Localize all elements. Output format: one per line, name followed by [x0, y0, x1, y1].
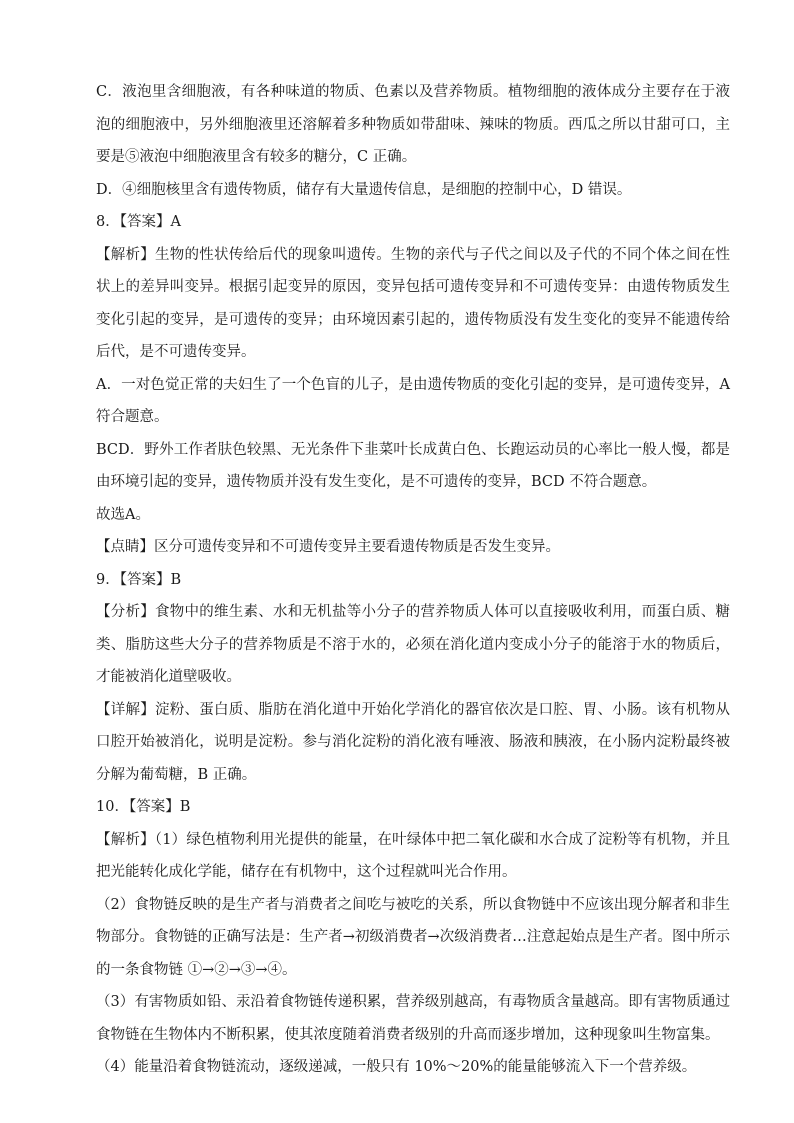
paragraph-option-a: A．一对色觉正常的夫妇生了一个色盲的儿子，是由遗传物质的变化引起的变异，是可遗传变异，A 符合题意。	[96, 376, 730, 425]
answer-10: 10．【答案】B	[96, 799, 191, 815]
analysis-10-part-2: （2）食物链反映的是生产者与消费者之间吃与被吃的关系，所以食物链中不应该出现分解者和非生物部分。食物链的正确写法是：生产者→初级消费者→次级消费者…注意起始点是生产者。图中所示的一条食物链 ①→②→③→④。	[96, 896, 730, 978]
analysis-8: 【解析】生物的性状传给后代的现象叫遗传。生物的亲代与子代之间以及子代的不同个体之间在性状上的差异叫变异。根据引起变异的原因，变异包括可遗传变异和不可遗传变异：由遗传物质发生变化引起的变异，是可遗传的变异；由环境因素引起的，遗传物质没有发生变化的变异不能遗传给后代，是不可遗传变异。	[96, 246, 730, 360]
paragraph-option-c: C．液泡里含细胞液，有各种味道的物质、色素以及营养物质。植物细胞的液体成分主要存在于液泡的细胞液中，另外细胞液里还溶解着多种物质如带甜味、辣味的物质。西瓜之所以甘甜可口，主要是⑤液泡中细胞液里含有较多的糖分，C 正确。	[96, 84, 730, 165]
choice-8: 故选A。	[96, 506, 150, 523]
detail-9: 【详解】淀粉、蛋白质、脂肪在消化道中开始化学消化的器官依次是口腔、胃、小肠。该有机物从口腔开始被消化，说明是淀粉。参与消化淀粉的消化液有唾液、肠液和胰液，在小肠内淀粉最终被分解为葡萄糖，B 正确。	[96, 701, 730, 783]
analysis-9: 【分析】食物中的维生素、水和无机盐等小分子的营养物质人体可以直接吸收利用，而蛋白质、糖类、脂肪这些大分子的营养物质是不溶于水的，必须在消化道内变成小分子的能溶于水的物质后，才能被消化道壁吸收。	[96, 604, 730, 685]
paragraph-option-bcd: BCD．野外工作者肤色较黑、无光条件下韭菜叶长成黄白色、长跑运动员的心率比一般人慢，都是由环境引起的变异，遗传物质并没有发生变化，是不可遗传的变异，BCD 不符合题意。	[96, 441, 730, 490]
answer-8: 8．【答案】A	[96, 214, 181, 230]
paragraph-option-d: D．④细胞核里含有遗传物质，储存有大量遗传信息，是细胞的控制中心，D 错误。	[96, 181, 632, 198]
note-8: 【点睛】区分可遗传变异和不可遗传变异主要看遗传物质是否发生变异。	[96, 539, 560, 555]
document-page	[96, 76, 730, 1084]
analysis-10-part-1: 【解析】（1）绿色植物利用光提供的能量，在叶绿体中把二氧化碳和水合成了淀粉等有机物，并且把光能转化成化学能，储存在有机物中，这个过程就叫光合作用。	[96, 831, 730, 880]
analysis-10-part-4: （4）能量沿着食物链流动，逐级递减，一般只有 10%～20%的能量能够流入下一个营养级。	[96, 1059, 697, 1075]
answer-9: 9．【答案】B	[96, 571, 182, 588]
analysis-10-part-3: （3）有害物质如铅、汞沿着食物链传递积累，营养级别越高，有毒物质含量越高。即有害物质通过食物链在生物体内不断积累，使其浓度随着消费者级别的升高而逐步增加，这种现象叫生物富集。	[96, 994, 730, 1043]
